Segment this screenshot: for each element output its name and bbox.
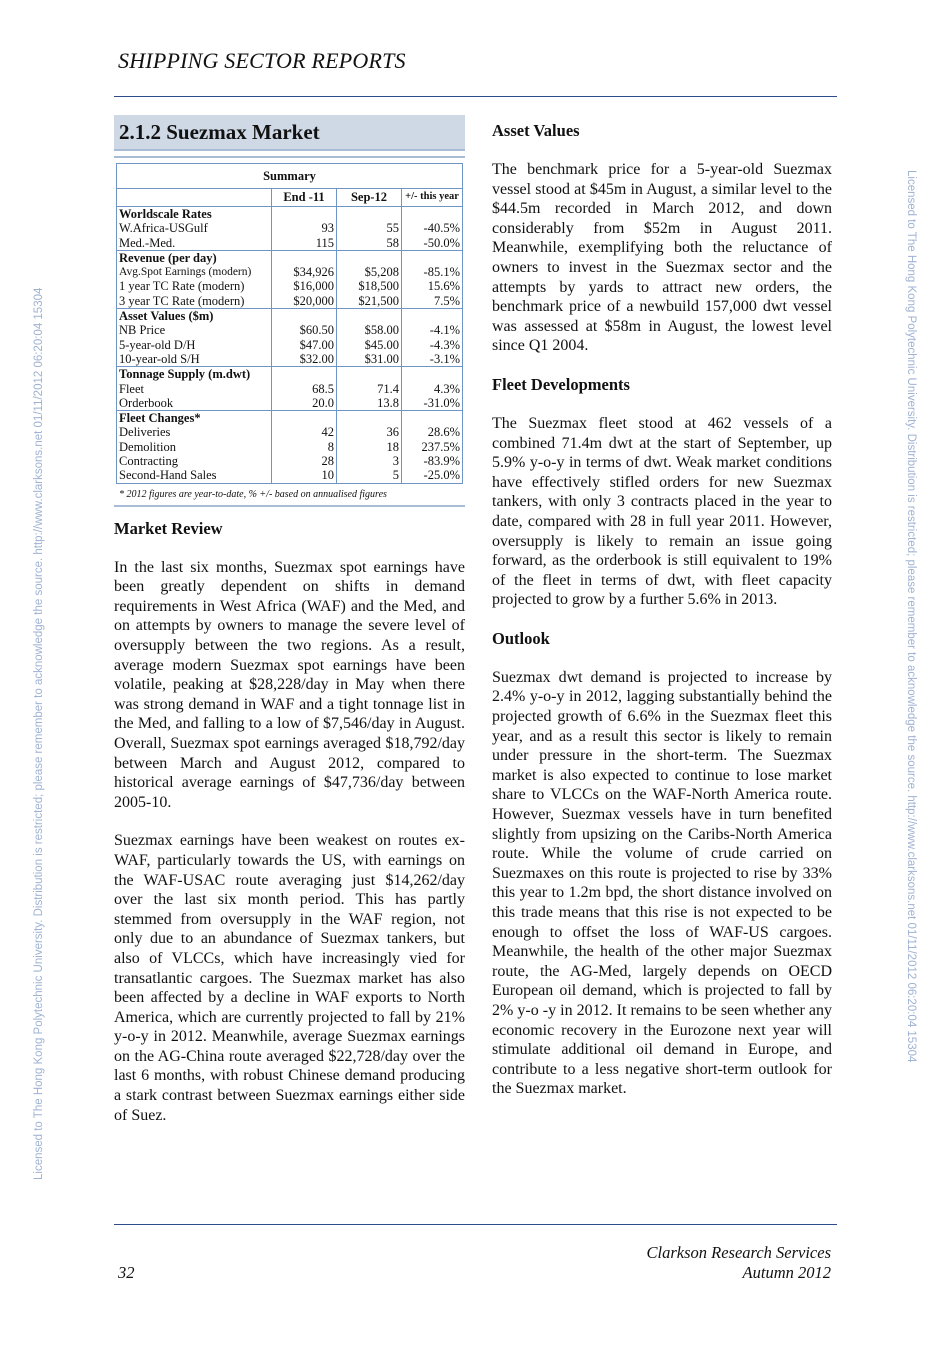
summary-row	[117, 323, 463, 337]
summary-row-label: Orderbook	[117, 396, 272, 411]
summary-row-label: 3 year TC Rate (modern)	[117, 294, 272, 309]
summary-row	[117, 352, 463, 367]
summary-row-label: Avg.Spot Earnings (modern)	[117, 265, 272, 279]
summary-row	[117, 338, 463, 352]
summary-row-label: Second-Hand Sales	[117, 468, 272, 483]
outlook-heading: Outlook	[492, 628, 550, 648]
market-review-paragraph: Suezmax earnings have been weakest on routes ex-WAF, particularly towards the US, with earnings on the WAF-USAC route averaging just $14,262/day over the last six month period. This has partly stemmed from oversupply in the WAF region, not only due to an abundance of Suezmax tankers, but also of VLCCs, which have increasingly vied for transatlantic cargoes. The Suezmax market has also been affected by a decline in WAF exports to North America, which are currently projected to fall by 21% y-o-y in 2012. Meanwhile, average Suezmax earnings on the AG-China route averaged $22,728/day over the last 6 months, with robust Chinese demand producing a stark contrast between Suezmax earnings either side of Suez.	[114, 832, 465, 1124]
summary-empty-cell	[272, 367, 337, 382]
summary-empty-cell	[402, 250, 463, 265]
summary-value-cell: 18	[337, 440, 402, 454]
summary-row	[117, 221, 463, 235]
summary-col-header: Sep-12	[337, 189, 402, 207]
summary-value-cell: 71.4	[337, 382, 402, 396]
summary-value-cell: -25.0%	[402, 468, 463, 483]
summary-value-cell: 68.5	[272, 382, 337, 396]
summary-row	[117, 279, 463, 293]
summary-value-cell: $34,926	[272, 265, 337, 279]
summary-row	[117, 382, 463, 396]
summary-value-cell: -85.1%	[402, 265, 463, 279]
summary-value-cell: 3	[337, 454, 402, 468]
license-watermark-left: Licensed to The Hong Kong Polytechnic University. Distribution is restricted; please remember to acknowledge the source. http://www.clarksons.net 01/11/2012 06:20:04 15304	[33, 287, 45, 1180]
summary-value-cell: 28	[272, 454, 337, 468]
summary-value-cell: 36	[337, 425, 402, 439]
summary-value-cell: 13.8	[337, 396, 402, 411]
summary-row	[117, 294, 463, 309]
summary-row-label: Fleet	[117, 382, 272, 396]
summary-value-cell: 237.5%	[402, 440, 463, 454]
summary-value-cell: $45.00	[337, 338, 402, 352]
summary-value-cell: -83.9%	[402, 454, 463, 468]
license-watermark-right: Licensed to The Hong Kong Polytechnic University. Distribution is restricted; please remember to acknowledge the source. http://www.clarksons.net 01/11/2012 06:20:04 15304	[905, 170, 917, 1063]
summary-empty-cell	[402, 411, 463, 426]
summary-group-label: Tonnage Supply (m.dwt)	[117, 367, 272, 382]
summary-row	[117, 265, 463, 279]
summary-value-cell: $60.50	[272, 323, 337, 337]
asset-values-heading: Asset Values	[492, 121, 580, 140]
summary-value-cell: $32.00	[272, 352, 337, 367]
summary-empty-cell	[402, 367, 463, 382]
summary-row-label: W.Africa-USGulf	[117, 221, 272, 235]
summary-head-blank	[117, 189, 272, 207]
summary-empty-cell	[272, 250, 337, 265]
summary-value-cell: 4.3%	[402, 382, 463, 396]
summary-row-label: NB Price	[117, 323, 272, 337]
market-review-heading: Market Review	[114, 518, 223, 538]
summary-empty-cell	[337, 411, 402, 426]
fleet-developments-heading: Fleet Developments	[492, 374, 630, 394]
summary-value-cell: 8	[272, 440, 337, 454]
summary-empty-cell	[337, 367, 402, 382]
summary-group-label: Asset Values ($m)	[117, 309, 272, 324]
summary-value-cell: -4.1%	[402, 323, 463, 337]
footer-rule	[114, 1224, 837, 1225]
summary-value-cell: 42	[272, 425, 337, 439]
summary-group-label: Worldscale Rates	[117, 207, 272, 222]
summary-col-header: End -11	[272, 189, 337, 207]
outlook-paragraph: Suezmax dwt demand is projected to increase by 2.4% y-o-y in 2012, lagging substantially behind the projected growth of 6.6% in the Suezmax fleet this year, and as a result this sector is likely to remain under pressure in the short-term. The Suezmax market is also expected to continue to lose market share to VLCCs on the WAF-North America route. However, Suezmax vessels have in turn benefited slightly from upsizing on the Caribs-North America route. While the volume of crude carried on Suezmaxes on this route is projected to rise by 33% this year to 1.2m bpd, the short distance involved on this trade means that this rise is not expected to be enough to offset the loss of WAF-US cargoes. Meanwhile, the health of the other major Suezmax route, the AG-Med, largely depends on OECD European oil demand, which is projected to fall by 2% y-o -y in 2012. It remains to be seen whether any economic recovery in the Eurozone next year will stimulate additional oil demand in Europe, and contribute to a less negative short-term outlook for the Suezmax market.	[492, 668, 832, 1098]
market-review-paragraph: In the last six months, Suezmax spot earnings have been greatly dependent on shifts in demand requirements in West Africa (WAF) and the Med, and on attempts by owners to manage the severe level of oversupply between the two regions. As a result, average modern Suezmax spot earnings have been volatile, peaking at $28,228/day in May when there was strong demand in WAF and a tight tonnage list in the Med, and falling to a low of $7,546/day in August. Overall, Suezmax spot earnings averaged $18,792/day between March and August 2012, compared to historical average earnings of $47,736/day between 2005-10.	[114, 558, 465, 811]
left-column	[114, 115, 465, 1125]
summary-value-cell: 7.5%	[402, 294, 463, 309]
summary-row	[117, 454, 463, 468]
summary-empty-cell	[337, 309, 402, 324]
summary-value-cell: -3.1%	[402, 352, 463, 367]
summary-group-row	[117, 411, 463, 426]
summary-row	[117, 425, 463, 439]
page-number: 32	[118, 1263, 135, 1282]
summary-value-cell: $58.00	[337, 323, 402, 337]
summary-row	[117, 396, 463, 411]
summary-value-cell: -50.0%	[402, 236, 463, 251]
summary-value-cell: $21,500	[337, 294, 402, 309]
summary-value-cell: 5	[337, 468, 402, 483]
edition-label: Autumn 2012	[742, 1263, 831, 1282]
summary-empty-cell	[272, 309, 337, 324]
summary-empty-cell	[272, 411, 337, 426]
summary-row-label: Med.-Med.	[117, 236, 272, 251]
summary-group-row	[117, 207, 463, 222]
summary-value-cell: 115	[272, 236, 337, 251]
asset-values-paragraph: The benchmark price for a 5-year-old Suezmax vessel stood at $45m in August, a similar level to the $44.5m recorded in March 2012, and down considerably from $52m in August 2011. Meanwhile, exemplifying both the reluctance of owners to invest in the Suezmax sector and the attempts by yards to attract new orders, the benchmark price of a newbuild 157,000 dwt vessel was assessed at $58m in August, the lowest level since Q1 2004.	[492, 161, 832, 355]
summary-row	[117, 236, 463, 251]
summary-empty-cell	[272, 207, 337, 222]
footer-credits	[646, 1243, 831, 1283]
summary-value-cell: 55	[337, 221, 402, 235]
summary-value-cell: $5,208	[337, 265, 402, 279]
summary-row-label: Contracting	[117, 454, 272, 468]
summary-bottom-rule	[114, 505, 465, 507]
summary-title: Summary	[117, 164, 463, 189]
summary-col-header: +/- this year	[402, 189, 463, 207]
right-column	[492, 115, 832, 1099]
summary-value-cell: $31.00	[337, 352, 402, 367]
summary-empty-cell	[402, 309, 463, 324]
summary-row-label: 5-year-old D/H	[117, 338, 272, 352]
summary-value-cell: $20,000	[272, 294, 337, 309]
summary-group-label: Revenue (per day)	[117, 250, 272, 265]
summary-value-cell: $18,500	[337, 279, 402, 293]
summary-empty-cell	[337, 207, 402, 222]
summary-value-cell: -31.0%	[402, 396, 463, 411]
summary-row-label: Deliveries	[117, 425, 272, 439]
summary-value-cell: $47.00	[272, 338, 337, 352]
publisher-name: Clarkson Research Services	[646, 1243, 831, 1262]
summary-value-cell: 20.0	[272, 396, 337, 411]
summary-value-cell: 93	[272, 221, 337, 235]
summary-row-label: 10-year-old S/H	[117, 352, 272, 367]
summary-value-cell: 15.6%	[402, 279, 463, 293]
summary-group-row	[117, 367, 463, 382]
summary-group-row	[117, 309, 463, 324]
fleet-developments-paragraph: The Suezmax fleet stood at 462 vessels of a combined 71.4m dwt at the start of September, up 5.9% y-o-y in terms of dwt. Weak market conditions have effectively stifled orders for new Suezmax tankers, with only 3 contracts placed in the year to date, compared with 28 in full year 2011. However, oversupply is likely to remain an issue going forward, as the orderbook is still equivalent to 19% of the fleet in terms of dwt, with fleet capacity projected to grow by a further 5.6% in 2013.	[492, 414, 832, 609]
summary-group-label: Fleet Changes*	[117, 411, 272, 426]
summary-row	[117, 440, 463, 454]
summary-table	[116, 163, 463, 484]
summary-value-cell: $16,000	[272, 279, 337, 293]
summary-value-cell: -40.5%	[402, 221, 463, 235]
summary-row	[117, 468, 463, 483]
summary-group-row	[117, 250, 463, 265]
summary-footnote: * 2012 figures are year-to-date, % +/- based on annualised figures	[119, 488, 387, 500]
section-heading: 2.1.2 Suezmax Market	[114, 115, 465, 151]
summary-value-cell: 28.6%	[402, 425, 463, 439]
section-band-rule	[114, 156, 465, 158]
summary-row-label: Demolition	[117, 440, 272, 454]
header-rule	[114, 96, 837, 97]
summary-value-cell: 10	[272, 468, 337, 483]
summary-empty-cell	[337, 250, 402, 265]
summary-empty-cell	[402, 207, 463, 222]
summary-row-label: 1 year TC Rate (modern)	[117, 279, 272, 293]
summary-value-cell: -4.3%	[402, 338, 463, 352]
summary-value-cell: 58	[337, 236, 402, 251]
running-header: SHIPPING SECTOR REPORTS	[118, 48, 406, 73]
